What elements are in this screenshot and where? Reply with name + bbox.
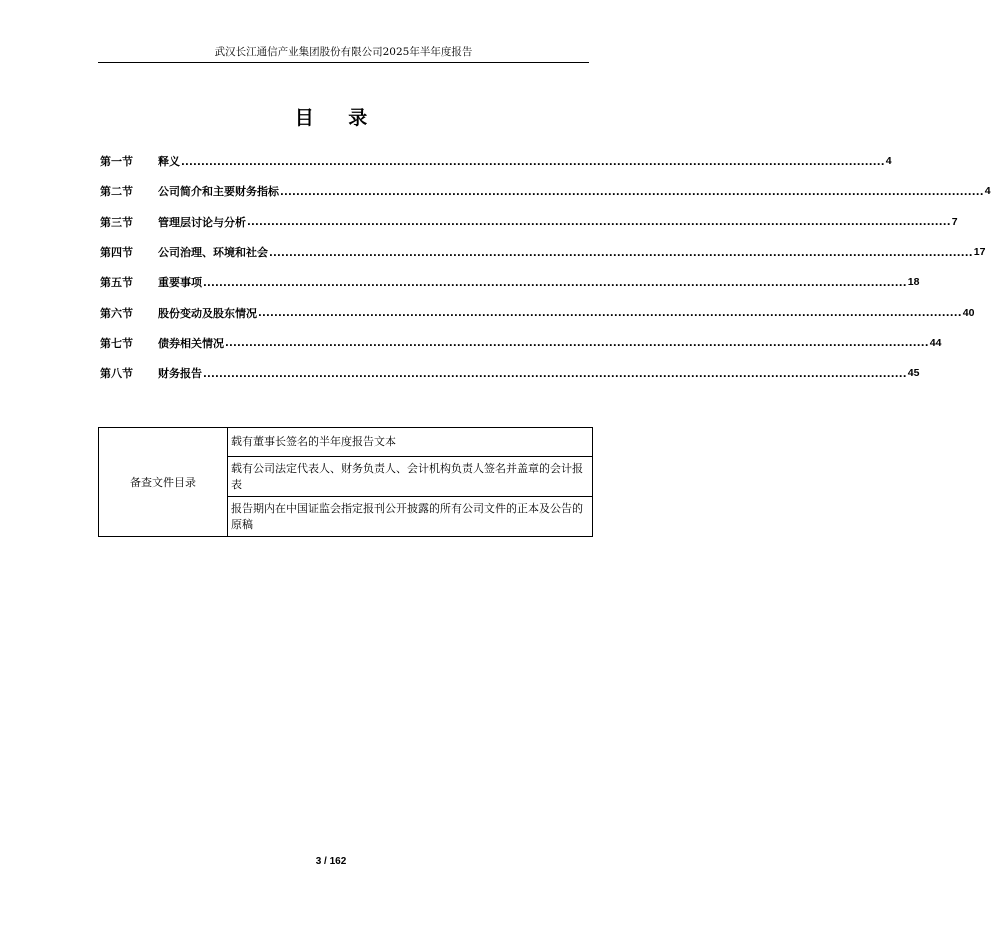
toc-page-number: 40 — [962, 306, 975, 319]
toc-entry[interactable] — [100, 207, 958, 237]
toc-entry[interactable] — [100, 267, 920, 297]
toc-page-number: 45 — [907, 367, 920, 380]
toc-entry[interactable] — [100, 297, 975, 327]
toc-page-number: 4 — [984, 185, 991, 198]
table-of-contents — [100, 146, 991, 388]
toc-section-title: 重要事项 — [158, 276, 202, 290]
toc-section-number: 第七节 — [100, 336, 133, 350]
toc-leader-dots: ................................................................................................................................................................................ — [225, 338, 929, 350]
toc-leader-dots: ................................................................................................................................................................................ — [181, 156, 885, 168]
page-title: 目 录 — [294, 107, 382, 129]
running-header: 武汉长江通信产业集团股份有限公司2025年半年度报告 — [98, 44, 589, 63]
toc-page-number: 44 — [929, 336, 942, 349]
toc-section-title: 释义 — [158, 155, 180, 169]
toc-section-title: 债券相关情况 — [158, 336, 224, 350]
toc-entry[interactable] — [100, 328, 942, 358]
toc-section-number: 第五节 — [100, 276, 133, 290]
toc-leader-dots: ................................................................................................................................................................................ — [280, 186, 984, 198]
toc-section-number: 第四节 — [100, 246, 133, 260]
toc-section-number: 第二节 — [100, 185, 133, 199]
toc-leader-dots: ................................................................................................................................................................................ — [258, 308, 962, 320]
toc-page-number: 7 — [951, 215, 958, 228]
toc-page-number: 17 — [973, 246, 986, 259]
toc-page-number: 18 — [907, 276, 920, 289]
toc-entry[interactable] — [100, 146, 892, 176]
toc-entry[interactable] — [100, 358, 920, 388]
reference-item: 载有董事长签名的半年度报告文本 — [228, 428, 593, 457]
table-row — [99, 428, 593, 457]
toc-section-title: 公司治理、环境和社会 — [158, 246, 268, 260]
toc-section-title: 股份变动及股东情况 — [158, 306, 257, 320]
toc-section-title: 财务报告 — [158, 367, 202, 381]
toc-section-number: 第八节 — [100, 367, 133, 381]
toc-section-number: 第六节 — [100, 306, 133, 320]
toc-leader-dots: ................................................................................................................................................................................ — [269, 247, 973, 259]
toc-leader-dots: ................................................................................................................................................................................ — [247, 217, 951, 229]
reference-documents-table — [98, 427, 593, 537]
toc-entry[interactable] — [100, 176, 991, 206]
toc-entry[interactable] — [100, 237, 986, 267]
toc-leader-dots: ................................................................................................................................................................................ — [203, 368, 907, 380]
page-number: 3 / 162 — [315, 856, 347, 867]
toc-section-title: 管理层讨论与分析 — [158, 215, 246, 229]
toc-section-title: 公司简介和主要财务指标 — [158, 185, 279, 199]
toc-section-number: 第一节 — [100, 155, 133, 169]
toc-page-number: 4 — [885, 155, 892, 168]
reference-item: 载有公司法定代表人、财务负责人、会计机构负责人签名并盖章的会计报表 — [228, 457, 593, 497]
reference-item: 报告期内在中国证监会指定报刊公开披露的所有公司文件的正本及公告的原稿 — [228, 497, 593, 537]
toc-section-number: 第三节 — [100, 215, 133, 229]
toc-leader-dots: ................................................................................................................................................................................ — [203, 277, 907, 289]
reference-table-label: 备查文件目录 — [99, 428, 228, 537]
